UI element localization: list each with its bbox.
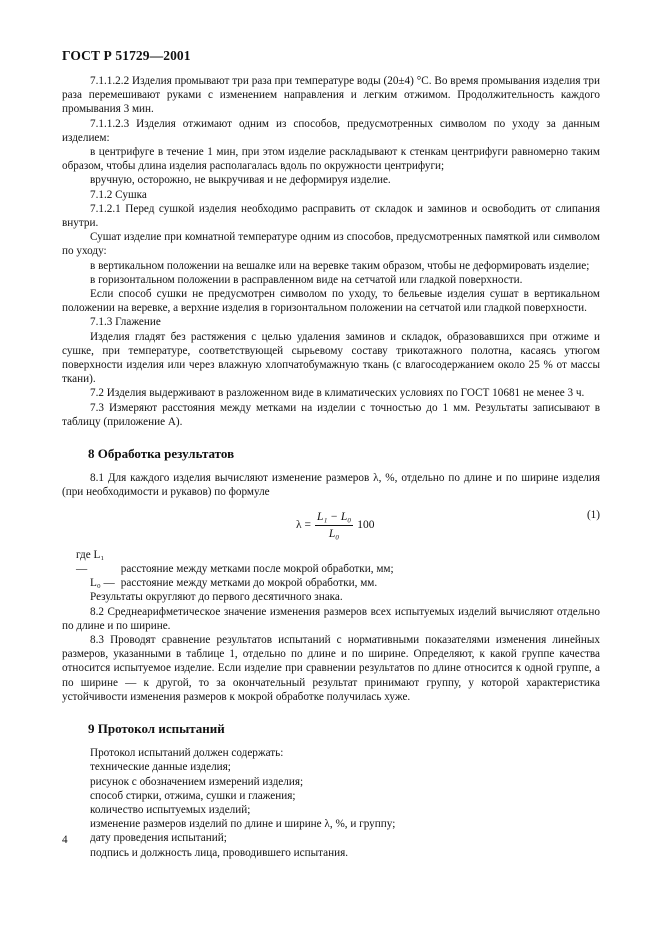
document-body xyxy=(62,74,600,860)
formula-lhs: λ = xyxy=(296,519,311,532)
paragraph-7-1-1-2-3: 7.1.1.2.3 Изделия отжимают одним из способов, предусмотренных символом по уходу за данным изделием: xyxy=(62,117,600,144)
paragraph-centrifuge: в центрифуге в течение 1 мин, при этом изделие раскладывают к стенкам центрифуги равномерно таким образом, чтобы длина изделия располагалась вдоль по окружности центрифуги; xyxy=(62,146,600,173)
list-item: количество испытуемых изделий; xyxy=(90,803,251,816)
paragraph-7-2: 7.2 Изделия выдерживают в разложенном виде в климатических условиях по ГОСТ 10681 не менее 3 ч. xyxy=(90,387,585,400)
paragraph-ironing: Изделия гладят без растяжения с целью удаления заминов и складок, образовавшихся при отжиме и сушке, при температуре, соответствующей сырьевому составу трикотажного полотна, касаясь утюгом поверхности изделия или через влажную хлопчатобумажную ткань (с влагосодержанием около 25 % от массы ткани). xyxy=(62,330,600,386)
where-l0-text: расстояние между метками до мокрой обработки, мм. xyxy=(120,577,378,590)
list-item: способ стирки, отжима, сушки и глажения; xyxy=(90,789,296,802)
where-l1-label: где L₁ — xyxy=(76,548,105,575)
document-header: ГОСТ Р 51729—2001 xyxy=(62,48,191,63)
formula-fraction xyxy=(315,510,353,541)
list-item: Протокол испытаний должен содержать: xyxy=(90,747,284,760)
list-item: рисунок с обозначением измерений изделия; xyxy=(90,775,304,788)
list-item: дату проведения испытаний; xyxy=(90,832,227,845)
where-l1 xyxy=(62,548,600,576)
formula-block xyxy=(62,504,600,544)
list-item: подпись и должность лица, проводившего испытания. xyxy=(90,846,349,859)
paragraph-vertical: в вертикальном положении на вешалке или на веревке таким образом, чтобы не деформировать изделие; xyxy=(90,259,590,272)
where-l1-text: расстояние между метками после мокрой обработки, мм; xyxy=(120,562,394,575)
page-number: 4 xyxy=(62,834,68,846)
paragraph-8-2: 8.2 Среднеарифметическое значение изменения размеров всех испытуемых изделий вычисляют отдельно по длине и по ширине. xyxy=(62,605,600,632)
paragraph-8-1: 8.1 Для каждого изделия вычисляют изменение размеров λ, %, отдельно по длине и по ширине изделия (при необходимости и рукавов) по формуле xyxy=(62,472,600,499)
paragraph-no-symbol: Если способ сушки не предусмотрен символом по уходу, то бельевые изделия сушат в вертикальном положении на веревке, а верхние изделия в горизонтальном положении на сетчатой или гладкой поверхности. xyxy=(62,288,600,315)
heading-7-1-3: 7.1.3 Глажение xyxy=(90,316,161,329)
section-heading-8: 8 Обработка результатов xyxy=(88,446,235,462)
paragraph-dry-methods: Сушат изделие при комнатной температуре одним из способов, предусмотренных памяткой или символом по уходу: xyxy=(62,231,600,258)
paragraph-7-1-1-2-2: 7.1.1.2.2 Изделия промывают три раза при температуре воды (20±4) °С. Во время промывания изделия три раза перемешивают руками с изменением направления и легким отжимом. Продолжительность каждого промывания 3 мин. xyxy=(62,75,600,116)
paragraph-manual: вручную, осторожно, не выкручивая и не деформируя изделие. xyxy=(90,174,391,187)
formula-multiplier: 100 xyxy=(357,519,375,532)
list-item: изменение размеров изделий по длине и ширине λ, %, и группу; xyxy=(90,818,396,831)
list-item: технические данные изделия; xyxy=(90,761,231,774)
equation-number: (1) xyxy=(586,508,600,521)
section-heading-9: 9 Протокол испытаний xyxy=(88,720,225,736)
formula xyxy=(296,510,375,541)
formula-denominator: L₀ xyxy=(328,527,340,540)
paragraph-8-3: 8.3 Проводят сравнение результатов испытаний с нормативными показателями изменения линейных размеров, указанными в таблице 1, отдельно по длине и по ширине. Определяют, к какой группе качества относится испытуемое изделие. Если изделие при сравнении результатов по длине относится к одной группе, а по ширине — к другой, то за окончательный результат принимают группу, у которой характеристика устойчивости изменения размеров к мокрой обработке получилась хуже. xyxy=(62,633,600,703)
paragraph-rounding: Результаты округляют до первого десятичного знака. xyxy=(90,591,343,604)
where-l0-label: L₀ — xyxy=(90,577,115,590)
paragraph-7-3: 7.3 Измеряют расстояния между метками на изделии с точностью до 1 мм. Результаты записывают в таблицу (приложение А). xyxy=(62,401,600,428)
formula-numerator: L₁ − L₀ xyxy=(315,510,353,526)
protocol-list xyxy=(62,746,600,860)
heading-7-1-2: 7.1.2 Сушка xyxy=(90,188,147,201)
where-l0 xyxy=(62,576,600,590)
paragraph-7-1-2-1: 7.1.2.1 Перед сушкой изделия необходимо расправить от складок и заминов и освободить от слипания внутри. xyxy=(62,202,600,230)
paragraph-horizontal: в горизонтальном положении в расправленном виде на сетчатой или гладкой поверхности. xyxy=(90,273,523,286)
